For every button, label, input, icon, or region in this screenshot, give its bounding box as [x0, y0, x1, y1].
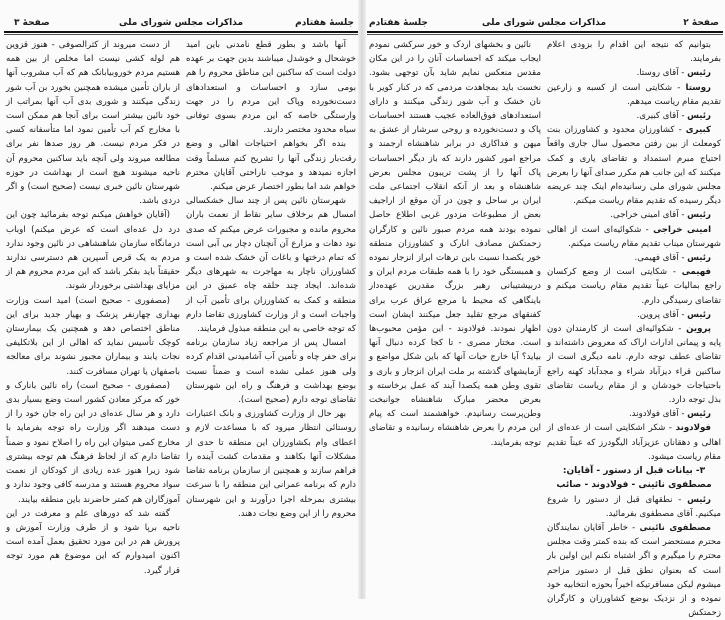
speech-paragraph — [547, 81, 721, 109]
text-paragraph: بتوانیم که نتیجه این اقدام را بزودی اعلام بفرمایند. — [547, 40, 721, 65]
text-paragraph: (مصفوری - صحیح است) امید است وزارت بهداری چهارنفر پزشک و بهیار جدید برای این مناطق اختصاص دهد و همچنین یک بیمارستان کوچک تأسیس نماید که اهالی از این بلاتکلیفی نجات یابند و بیماران مجبور نشوند برای معالجه باصفهان یا تهران مسافرت کنند. — [6, 295, 180, 377]
speech-paragraph — [547, 407, 721, 421]
speaker-name: امینی خراجی — [653, 224, 712, 235]
left-page — [0, 0, 362, 599]
text-column — [369, 38, 541, 590]
speaker-name: رئیس — [687, 309, 711, 320]
speaker-name: مصطفوی نائینی — [639, 522, 711, 533]
speech-text: - آقای پروین. — [637, 309, 688, 320]
speech-paragraph — [547, 265, 721, 308]
speech-paragraph — [547, 123, 721, 208]
text-paragraph: (آقایان خواهش میکنم توجه بفرمائید چون این درد دل عده‌ای است که عرض میکنم) اوباب درمانگاه سازمان شاهنشاهی در نائین وجود ندارد مردم به یک قرص آسپرین هم دسترسی ندارند حقیقتاً باید بفکر باشد که این مردم محروم هم از مزایای بهداشتی برخوردار شوند. — [6, 210, 180, 292]
right-page — [363, 0, 725, 619]
speech-paragraph — [547, 308, 721, 322]
speech-paragraph — [547, 109, 721, 123]
text-paragraph: بهر حال از وزارت کشاورزی و بانک اعتبارات روستائی انتظار میرود که با مساعدت لازم و اعطای وام بکشاورزان این منطقه تا حدی از مشکلات آنها بکاهند و مقدمات کشت آینده را فراهم سازند و همچنین از سازمان برنامه تقاضا دارم که برنامه عمرانی این منطقه را با سرعت بیشتری بمرحله اجرا درآورند و این شهرستان محروم را از این وضع نجات دهند. — [186, 409, 356, 519]
session-label: جلسهٔ هفتادم — [369, 18, 428, 28]
speech-paragraph — [547, 521, 721, 620]
text-column — [6, 38, 180, 590]
speech-text: - آقای فولادوند. — [628, 409, 688, 420]
speaker-name: فولادوند — [675, 423, 711, 434]
speech-paragraph — [547, 421, 721, 464]
header-rule — [4, 31, 358, 33]
header-rule — [367, 31, 723, 33]
speaker-name: رئیس — [687, 111, 711, 122]
speaker-name: فهیمی — [681, 267, 711, 278]
speaker-name: رئیس — [687, 68, 711, 79]
speech-text: - شکوائیه‌ای است از کارمندان دون پایه و پیمانی ادارات اراک که معروض داشته‌اند و تقاضای عطف توجه دارم. نامه دیگری است از ساکنین قراء دیزآباد شراء و مجدآباد کهنه راجع باحتیاجات خودشان و از مقام ریاست تقاضای بذل توجه دارد. — [547, 324, 721, 406]
speech-paragraph — [547, 322, 721, 407]
text-column — [547, 38, 721, 619]
speech-text: - خاطر آقایان نمایندگان محترم مستحضر است که بنده کمتر وقت مجلس محترم را میگیرم و اگر اشتباه نکنم این اولین بار است که بعنوان نطق قبل از دستور مزاحم میشوم لیکن مسافرتیکه اخیراً بحوزه انتخابیه خود نموده و از نزدیک بوضع کشاورزان و کارگران زحمتکش — [547, 522, 721, 619]
text-paragraph: گفته شد که دورهای علم و معرفت در این ناحیه برپا شود و از طرف وزارت آموزش و پرورش هم در این مورد تحقیق بعمل آمده است اکنون امیدوارم که این موضوع هم مورد توجه قرار گیرد. — [6, 508, 180, 576]
speech-text: - آقای روستا. — [636, 68, 688, 79]
text-paragraph: (مصفوری - صحیح است) راه نائین بانارک و خور که مرکز معادن کشور است وضع بسیار بدی دارد و هر سال عده‌ای در این راه جان خود را از دست میدهند اگر وزارت راه توجه بفرماید با مخارج کمی میتوان این راه را اصلاح نمود و ضمناً تقاضا دارم که از لحاظ فرهنگ هم توجه بیشتری شود زیرا هنوز عده زیادی از کودکان از نعمت سواد محروم هستند و مدرسه کافی وجود ندارد و آموزگاران هم کمتر حاضرند باین منطقه بیایند. — [6, 380, 180, 505]
speech-paragraph — [547, 493, 721, 521]
speaker-name: رئیس — [687, 253, 711, 264]
speech-text: - آقای فهیمی. — [634, 253, 688, 264]
speech-text: - شکایتی است از کسبه و زارعین تقدیم مقام ریاست میدهم. — [547, 82, 721, 107]
header-rule-thin — [367, 34, 723, 35]
speaker-name: کبیری — [685, 125, 711, 136]
speech-text: - کشاورزان محدود و کشاورزان بنت کومعلت از بین رفتن محصول سال جاری واقعاً احتیاج مبرم استمداد و تقاضای یاری و کمک میکنند که این جانب هم مکرر صدای آنها را بعرض مجلس شورای ملی رسانیده‌ام اینک چند عریضه دیگر رسیده که تقدیم مقام ریاست میکنم. — [547, 125, 721, 207]
text-column — [186, 38, 356, 590]
speech-paragraph — [547, 223, 721, 251]
speech-text: - شکوائیه‌ای است از اهالی شهرستان میناب تقدیم مقام ریاست میکنم. — [547, 224, 721, 249]
speaker-name: رئیس — [687, 210, 711, 221]
speech-paragraph — [547, 66, 721, 80]
text-paragraph: آنها باشد و بطور قطع نامدنی باین امید خوشحال و خوشدل میباشند بدین جهت بر عهده دولت است که ساکنین این مناطق محروم را هم بومی سازد و احساسات و استعدادهای دست‌نخورده وپاک این مردم را در جهت وارستگی خاصه که این مردم بسوی توفانی سیاه محدود مختصر دارند. — [186, 40, 356, 136]
text-paragraph: نائین و بخشهای اردک و خور سرکشی نمودم ایجاب میکند که احساسات آنان را در این مکان مقدس منعکس نمایم شاید بآن توجهی بشود. نخست باید بمجاهدت مردمی که در کنار کویر با نان خشک و آب شور زندگی میکنند و دارای استعدادهای فوق‌العاده عجیب هستند احساسات پاک و دست‌نخورده و روحی سرشار از عشق به میهن و فداکاری در برابر شاهنشاه ارجمند و مراجع امور کشور دارند که باز دیگر احساسات پاک آنها را از پشت تریبون مجلس بعرض شاهنشاه و بعد از آنکه انقلاب اجتماعی ملت ایران بر ساحل و چون در آن موقع از اراجیف بعض از مطبوعات مزدور غربی اطلاع حاصل نموده بودند همه مردم صبور نائین و کارگران زحمتکش مصادف انارک و کشاورزان منطقه خور یکصدا نسبت باین ترهات ابراز انزجار نموده و همبستگی خود را با همه طبقات مردم ایران و دربیشتیبانی رهبر بزرگ مقدرین عهده‌دار باینگاهی که محیط با مرجع عراق عرب برای کفنقهای مرجع تقلید جعل میکنند ایشان است اظهار نمودند. فولادوند - این مؤمن محبوب‌ها است. مختار مصری - تا کجا کرده دنبال آنها بیاید؟ آیا خارج حیات آنها که باین شکل مواضع و آزمایشهای گذشته بر ملت ایران انزجار و باری و تقوی وطن همه یکصدا آیند که عمل برخاسته و بعرض محضر مبارک شاهنشاه جوانبخت وطن‌پرست رسانیدم. خواهشمند است که پیام این مردم را بعرض شاهنشاه رسانیده و تقاضای توجه بفرمایند. — [369, 40, 541, 448]
header-rule-thin — [4, 34, 358, 35]
speech-text: - شکایتی است از وضع کرکسان راجع بمالیات عیناً تقدیم مقام ریاست میکنم و تقاضای رسیدگی دارم. — [547, 267, 721, 306]
speaker-name: رئیس — [687, 494, 711, 505]
speech-paragraph — [547, 208, 721, 222]
page-title: مذاکرات مجلس شورای ملی — [481, 18, 607, 28]
text-paragraph: شهرستان نائین پس از چند سال خشکسالی امسال هم برخلاف سایر نقاط از نعمت باران محروم مانده و مجبورات عرض میکنم که صدی نود دهات و مزارع آن آنچنان دچار بی آبی است که تمام درختها و باغات آن خشک شده است و کشاورزان ناچار به مهاجرت به شهرهای دیگر شده‌اند. ایجاد چند حلقه چاه عمیق در این منطقه و کمک به کشاورزان برای تأمین آب از واجبات است و از وزارت کشاورزی تقاضا دارم که توجه خاصی به این منطقه مبذول فرمایند. — [186, 196, 356, 335]
text-paragraph: امسال پس از مراجعه زیاد سازمان برنامه برای حفر چاه و تأمین آب آشامیدنی اقدام کرده ولی هنوز عملی نشده است و ضمناً نسبت بوضع بهداشت و فرهنگ و راه این شهرستان تقاضای توجه دارم (صحیح است). — [186, 338, 356, 406]
text-paragraph: از دست میروند از کثرالصوفی - هنوز قزوین هم لوله کشی نیست اما مخلص از بین همه هستیم مردم خوروبیابانک هم که آب مشروب آنها از باران تأمین میشده همچنین بخورد بن آب شور زندگی میکنند و شوری بدی آب آنها بمراتب از خود نائین بیشتر است برای آنجا هم ممکن است با مخارج کم آب تأمین نمود اما متأسفانه کسی در فکر مردم نیست. هر روز صدها نفر برای مطالعه میروند ولی آنچه باید ساکنین محروم آن ناحیه میشوند هیچ است از بهداشت در حوزه شهرستان نائین خبری نیست (صحیح است) و اگر دردی باشد. — [6, 40, 180, 207]
page-title: مذاکرات مجلس شورای ملی — [118, 18, 244, 28]
speech-paragraph — [547, 251, 721, 265]
page-number: صفحهٔ ۲ — [683, 18, 719, 28]
speaker-name: روستا — [685, 82, 711, 93]
speaker-name: رئیس — [687, 409, 711, 420]
text-paragraph: بنده اگر بخواهم احتیاجات اهالی و وضع رقت‌بار زندگی آنها را تشریح کنم مسلماً وقت اجازه نمیدهد و موجب ناراحتی آقایان محترم خواهم شد اما بطور اختصار عرض میکنم. — [186, 139, 356, 193]
speech-text: - آقای امینی خراجی. — [610, 210, 688, 221]
speech-text: - شکر اشکایتی است از عده‌ای از اهالی و دهقانان عزیزآباد الیگودرز که عیناً تقدیم مقام ریاست میشود. — [547, 423, 721, 462]
speech-text: - نطقهای قبل از دستور را شروع میکنیم. آقای مصطفوی بفرمائید. — [547, 494, 721, 519]
page-gutter — [358, 0, 366, 599]
session-label: جلسهٔ هفتادم — [295, 18, 354, 28]
section-heading: ۳- بیانات قبل از دستور - آقایان: مصطفوی نائینی - فولادوند - صائب — [556, 466, 712, 491]
page-number: صفحهٔ ۳ — [14, 18, 50, 28]
speaker-name: پروین — [686, 324, 711, 335]
speech-text: - آقای کبیری. — [636, 111, 688, 122]
